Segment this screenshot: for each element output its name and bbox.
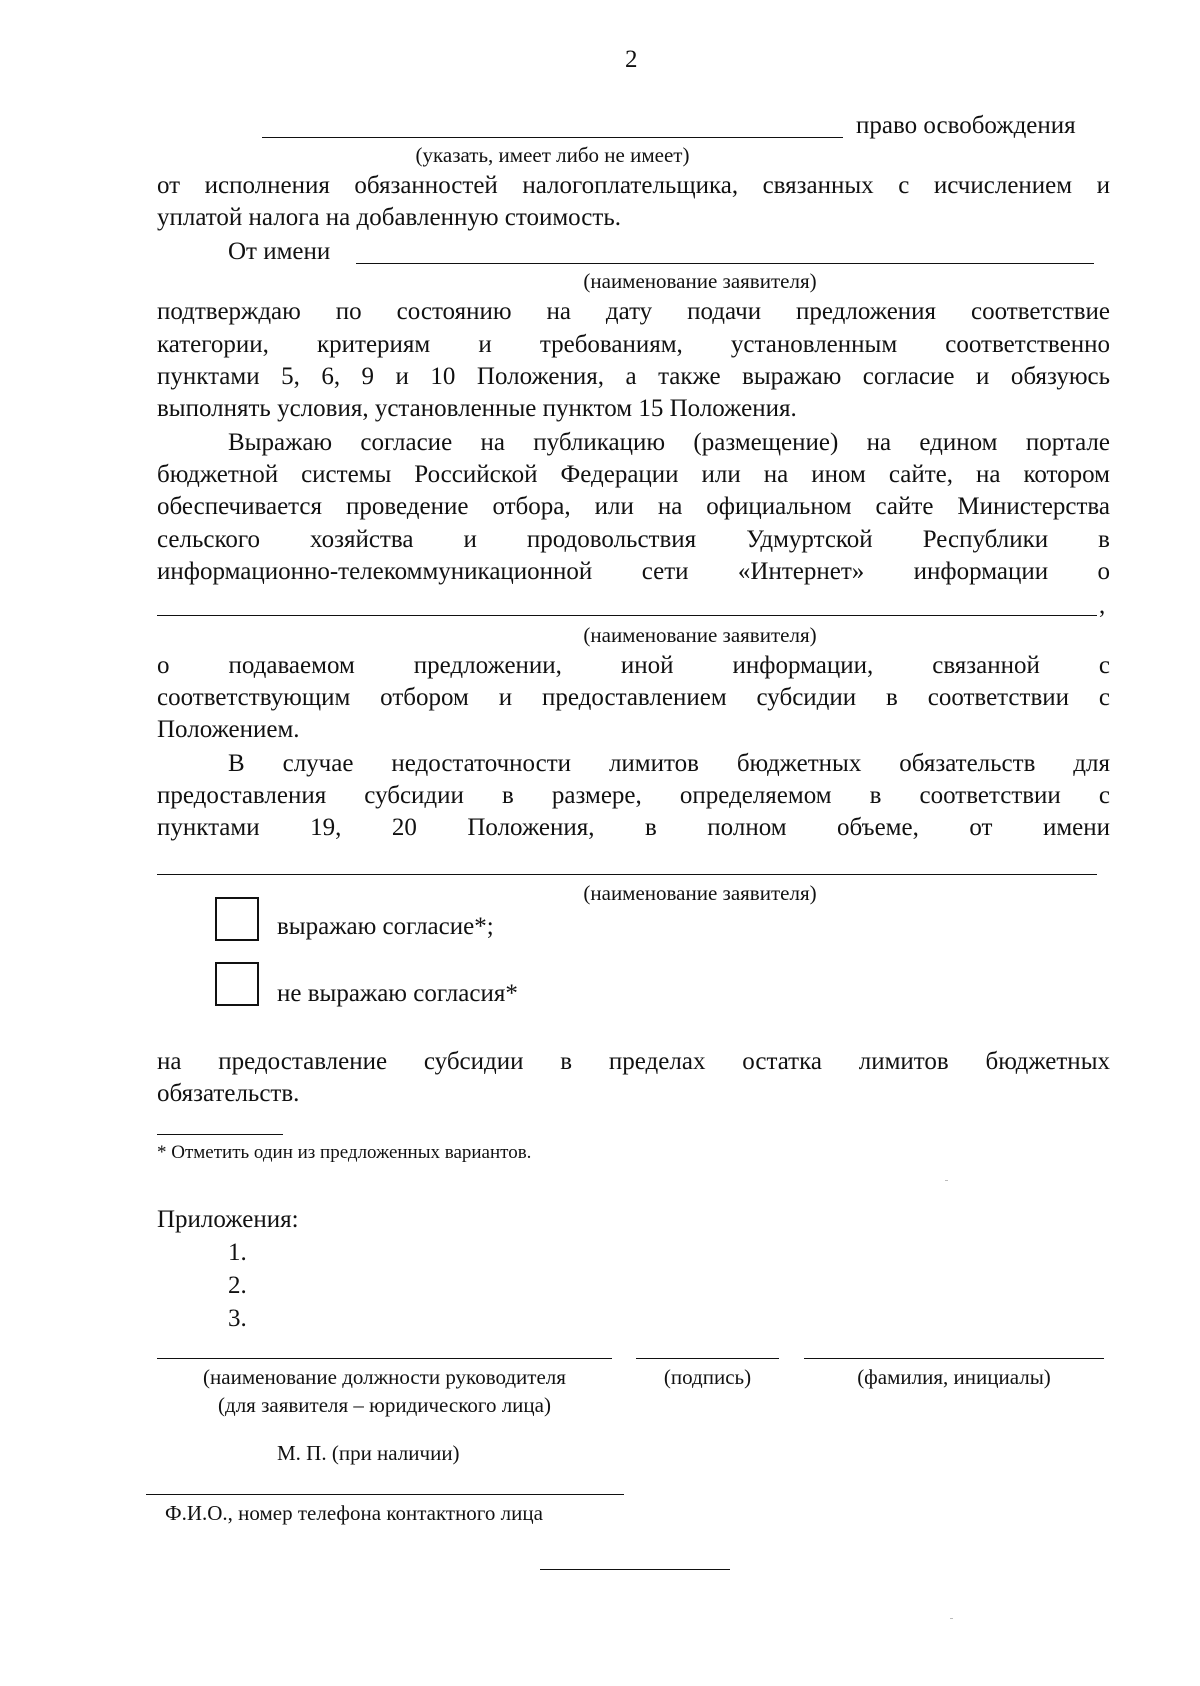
position-caption: (для заявителя – юридического лица) xyxy=(218,1393,551,1417)
text-line: выполнять условия, установленные пунктом 15 Положения. xyxy=(157,395,797,422)
position-caption: (наименование должности руководителя xyxy=(203,1365,566,1389)
consent-agree-label: выражаю согласие*; xyxy=(277,913,494,940)
text-line: от исполнения обязанностей налогоплательщика, связанных с исчислением и xyxy=(157,172,1110,199)
trailing-comma: , xyxy=(1099,592,1106,619)
stamp-label: М. П. (при наличии) xyxy=(277,1441,460,1465)
exemption-right-text: право освобождения xyxy=(856,112,1076,139)
text-line: предоставления субсидии в размере, определяемом в соответствии с xyxy=(157,782,1110,809)
caption-applicant-name: (наименование заявителя) xyxy=(583,269,817,293)
fill-line-applicant-name xyxy=(157,874,1097,875)
attachment-item: 3. xyxy=(228,1305,247,1332)
end-separator xyxy=(540,1569,730,1570)
text-line: уплатой налога на добавленную стоимость. xyxy=(157,204,621,231)
caption-exemption: (указать, имеет либо не имеет) xyxy=(415,143,690,167)
name-caption: (фамилия, инициалы) xyxy=(857,1365,1051,1389)
contact-fill-line xyxy=(146,1494,624,1495)
attachment-item: 1. xyxy=(228,1239,247,1266)
text-line: категории, критериям и требованиям, установленным соответственно xyxy=(157,331,1110,358)
text-line: обязательств. xyxy=(157,1080,300,1107)
text-line: Выражаю согласие на публикацию (размещение) на едином портале xyxy=(228,429,1110,456)
attachment-item: 2. xyxy=(228,1272,247,1299)
text-line: соответствующим отбором и предоставлением субсидии в соответствии с xyxy=(157,684,1110,711)
text-line: пунктами 5, 6, 9 и 10 Положения, а также выражаю согласие и обязуюсь xyxy=(157,363,1110,390)
caption-applicant-name: (наименование заявителя) xyxy=(583,623,817,647)
text-line: информационно-телекоммуникационной сети «Интернет» информации о xyxy=(157,558,1110,585)
text-line: Положением. xyxy=(157,716,300,743)
signature-fill-line xyxy=(636,1358,779,1359)
text-line: подтверждаю по состоянию на дату подачи предложения соответствие xyxy=(157,298,1110,325)
consent-disagree-label: не выражаю согласия* xyxy=(277,980,518,1007)
fill-line-applicant-name xyxy=(157,615,1097,616)
scan-speck xyxy=(945,1180,948,1181)
text-line: о подаваемом предложении, иной информации, связанной с xyxy=(157,652,1110,679)
text-line: В случае недостаточности лимитов бюджетных обязательств для xyxy=(228,750,1110,777)
text-line: обеспечивается проведение отбора, или на официальном сайте Министерства xyxy=(157,493,1110,520)
fill-line-exemption xyxy=(262,137,843,138)
lead-text-on-behalf: От имени xyxy=(228,238,331,265)
position-fill-line xyxy=(157,1358,612,1359)
consent-agree-checkbox[interactable] xyxy=(215,897,259,941)
fill-line-applicant-name xyxy=(356,263,1094,264)
caption-applicant-name: (наименование заявителя) xyxy=(583,881,817,905)
footnote-separator xyxy=(157,1134,283,1135)
name-fill-line xyxy=(804,1358,1104,1359)
signature-caption: (подпись) xyxy=(663,1365,752,1389)
text-line: пунктами 19, 20 Положения, в полном объеме, от имени xyxy=(157,814,1110,841)
attachments-title: Приложения: xyxy=(157,1206,299,1233)
scan-speck xyxy=(950,1618,953,1619)
text-line: на предоставление субсидии в пределах остатка лимитов бюджетных xyxy=(157,1048,1110,1075)
contact-caption: Ф.И.О., номер телефона контактного лица xyxy=(165,1501,543,1525)
footnote: * Отметить один из предложенных вариантов. xyxy=(157,1142,532,1163)
text-line: сельского хозяйства и продовольствия Удмуртской Республики в xyxy=(157,526,1110,553)
page-number: 2 xyxy=(625,46,638,73)
consent-disagree-checkbox[interactable] xyxy=(215,962,259,1006)
text-line: бюджетной системы Российской Федерации или на ином сайте, на котором xyxy=(157,461,1110,488)
